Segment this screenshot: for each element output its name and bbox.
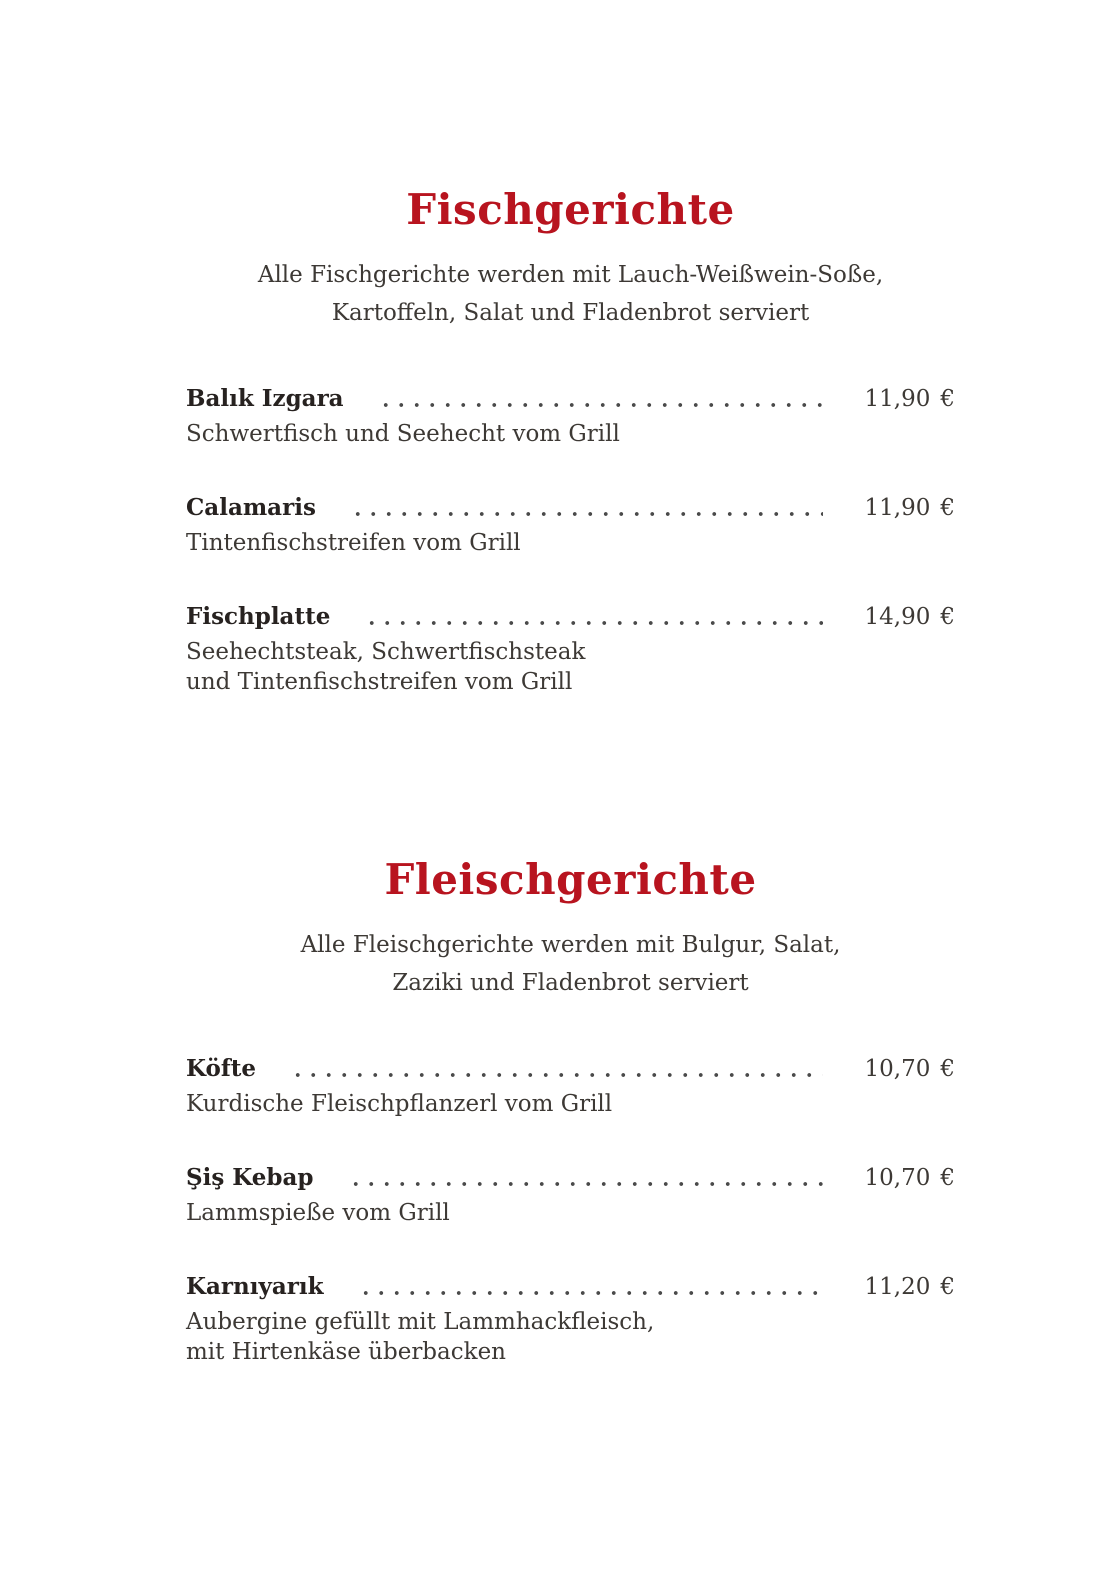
dot-leader: [348, 1180, 823, 1188]
price-value: 10,70: [864, 1165, 931, 1191]
item-price: [865, 493, 956, 523]
item-price: [865, 602, 956, 632]
item-description: und Tintenfischstreifen vom Grill: [186, 669, 573, 695]
currency-symbol: €: [940, 1056, 955, 1082]
menu-item-karniyarik: [186, 1272, 955, 1367]
item-description: Lammspieße vom Grill: [186, 1200, 450, 1226]
item-description: Aubergine gefüllt mit Lammhackfleisch,: [186, 1309, 655, 1335]
subtitle-line: Alle Fleischgerichte werden mit Bulgur, Salat,: [300, 932, 841, 958]
item-description: Schwertfisch und Seehecht vom Grill: [186, 421, 620, 447]
section-title-fischgerichte: Fischgerichte: [406, 185, 735, 234]
item-price: [865, 1054, 956, 1084]
item-name: Balık Izgara: [186, 385, 344, 412]
currency-symbol: €: [940, 604, 955, 630]
item-price: [865, 1272, 956, 1302]
item-name: Calamaris: [186, 494, 316, 521]
item-name: Köfte: [186, 1055, 256, 1082]
item-row: [186, 384, 955, 414]
item-price: [865, 384, 956, 414]
dot-leader: [358, 1289, 823, 1297]
menu-item-fischplatte: [186, 602, 955, 697]
item-description: Kurdische Fleischpflanzerl vom Grill: [186, 1091, 613, 1117]
dot-leader: [378, 401, 823, 409]
dot-leader: [290, 1071, 823, 1079]
menu-item-balik-izgara: [186, 384, 955, 449]
currency-symbol: €: [940, 1165, 955, 1191]
item-row: [186, 1272, 955, 1302]
item-description: Tintenfischstreifen vom Grill: [186, 530, 521, 556]
subtitle-line: Kartoffeln, Salat und Fladenbrot serviert: [331, 300, 810, 326]
item-row: [186, 1054, 955, 1084]
item-name: Karnıyarık: [186, 1273, 324, 1300]
price-value: 10,70: [864, 1056, 931, 1082]
section-subtitle-fleischgerichte: [186, 926, 955, 1002]
subtitle-line: Alle Fischgerichte werden mit Lauch-Weißwein-Soße,: [257, 262, 884, 288]
menu-item-calamaris: [186, 493, 955, 558]
item-price: [865, 1163, 956, 1193]
item-row: [186, 1163, 955, 1193]
currency-symbol: €: [940, 495, 955, 521]
item-row: [186, 602, 955, 632]
subtitle-line: Zaziki und Fladenbrot serviert: [392, 970, 749, 996]
price-value: 11,90: [864, 495, 931, 521]
dot-leader: [364, 619, 822, 627]
item-name: Fischplatte: [186, 603, 331, 630]
item-description: Seehechtsteak, Schwertfischsteak: [186, 639, 586, 665]
menu-item-sis-kebap: [186, 1163, 955, 1228]
price-value: 11,90: [864, 386, 931, 412]
menu-item-koefte: [186, 1054, 955, 1119]
section-fischgerichte: [186, 186, 955, 697]
item-row: [186, 493, 955, 523]
currency-symbol: €: [940, 386, 955, 412]
section-subtitle-fischgerichte: [186, 256, 955, 332]
dot-leader: [350, 510, 823, 518]
item-name: Şiş Kebap: [186, 1164, 314, 1191]
price-value: 14,90: [864, 604, 931, 630]
section-title-fleischgerichte: Fleischgerichte: [384, 855, 757, 904]
price-value: 11,20: [864, 1274, 931, 1300]
item-description: mit Hirtenkäse überbacken: [186, 1339, 506, 1365]
section-fleischgerichte: [186, 856, 955, 1367]
currency-symbol: €: [940, 1274, 955, 1300]
